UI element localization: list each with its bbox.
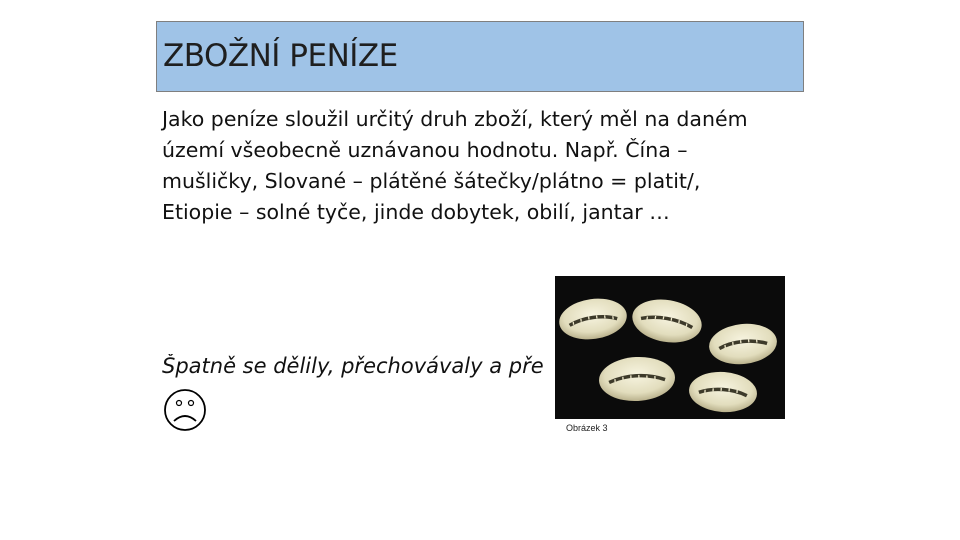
- title-box: [156, 21, 804, 92]
- sad-face-icon: [159, 389, 211, 431]
- cowrie-shells-photo: [555, 276, 785, 419]
- body-line-3: mušličky, Slované – plátěné šátečky/plátno = platit/,: [162, 169, 701, 193]
- body-line-4: Etiopie – solné tyče, jinde dobytek, obilí, jantar …: [162, 200, 670, 224]
- body-line-1: Jako peníze sloužil určitý druh zboží, který měl na daném: [162, 107, 748, 131]
- italic-note: Špatně se dělily, přechovávaly a pře: [162, 354, 544, 378]
- slide-title: ZBOŽNÍ PENÍZE: [163, 38, 398, 74]
- image-caption: Obrázek 3: [566, 423, 608, 433]
- body-paragraph: [162, 104, 822, 228]
- body-line-2: území všeobecně uznávanou hodnotu. Např. Čína –: [162, 138, 688, 162]
